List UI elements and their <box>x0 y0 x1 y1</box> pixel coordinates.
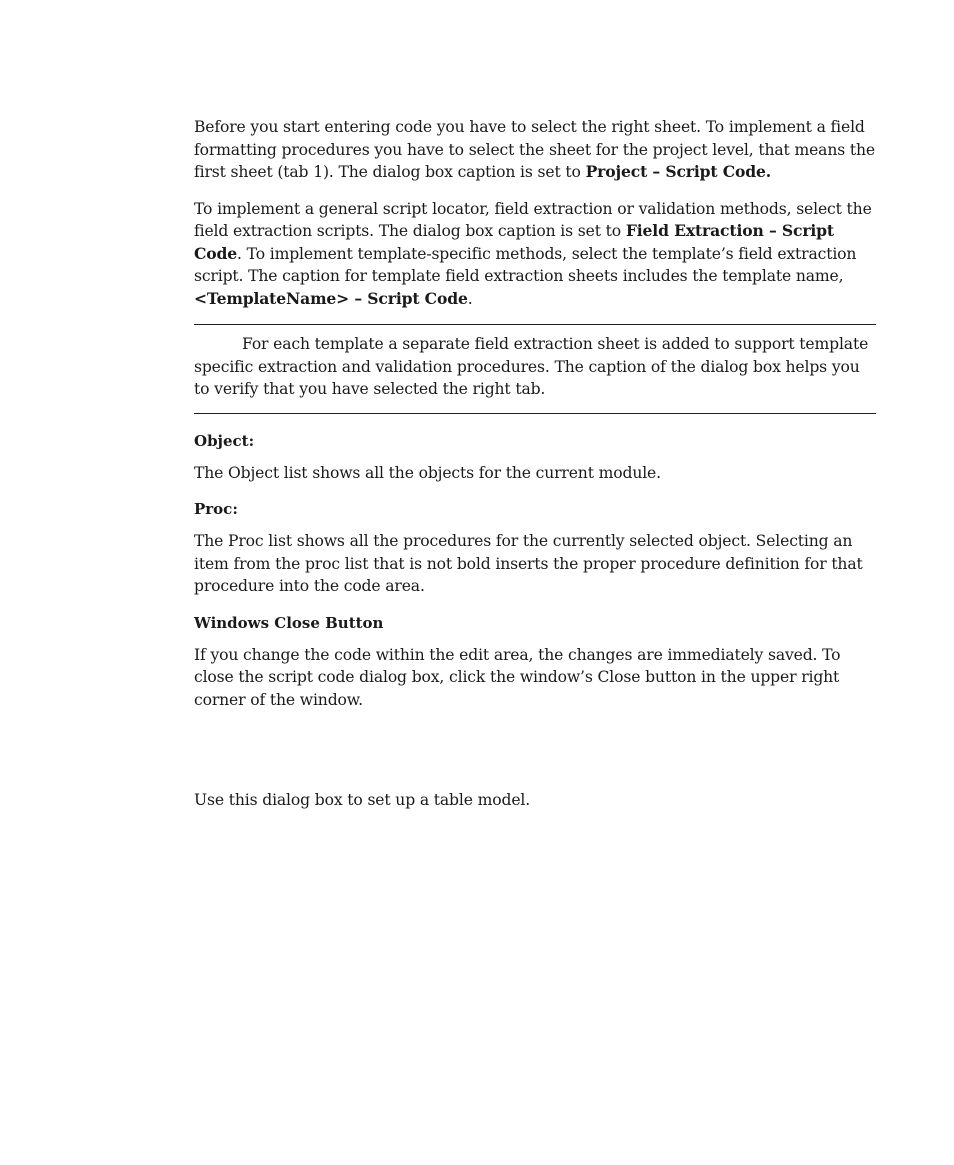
paragraph-text: . To implement template-specific methods, select the template’s field extraction script. The caption for template field extraction sheets includes the template name, <box>194 244 857 285</box>
spacer <box>194 725 876 789</box>
paragraph-field-extraction <box>194 198 876 311</box>
bold-caption-template: <TemplateName> – Script Code <box>194 288 468 308</box>
document-content <box>194 116 876 812</box>
note-box <box>194 324 876 414</box>
paragraph-text: . <box>467 289 473 308</box>
proc-description: The Proc list shows all the procedures for the currently selected object. Selecting an item from the proc list that is not bold inserts the proper procedure definition for that procedure into the code area. <box>194 532 863 595</box>
paragraph-text: To implement a general script locator, field extraction or validation methods, select the field extraction scripts. The dialog box caption is set to <box>194 199 872 240</box>
note-text: For each template a separate field extraction sheet is added to support template specific extraction and validation procedures. The caption of the dialog box helps you to verify that you have selected the right tab. <box>194 335 869 398</box>
object-description: The Object list shows all the objects for the current module. <box>194 463 661 482</box>
paragraph-text: Before you start entering code you have to select the right sheet. To implement a field formatting procedures you have to select the sheet for the project level, that means the first sheet (tab 1). The dialog box caption is set to <box>194 118 875 181</box>
close-button-description: If you change the code within the edit area, the changes are immediately saved. To close the script code dialog box, click the window’s Close button in the upper right corner of the window. <box>194 645 841 709</box>
heading-windows-close-button: Windows Close Button <box>194 613 384 632</box>
bold-caption-project: Project – Script Code. <box>585 162 772 181</box>
table-model-intro: Use this dialog box to set up a table model. <box>194 791 531 809</box>
paragraph-select-sheet <box>194 116 876 184</box>
bold-caption-field-extraction: Field Extraction – Script Code <box>194 221 834 263</box>
heading-proc: Proc: <box>194 500 238 518</box>
heading-object: Object: <box>194 431 255 450</box>
